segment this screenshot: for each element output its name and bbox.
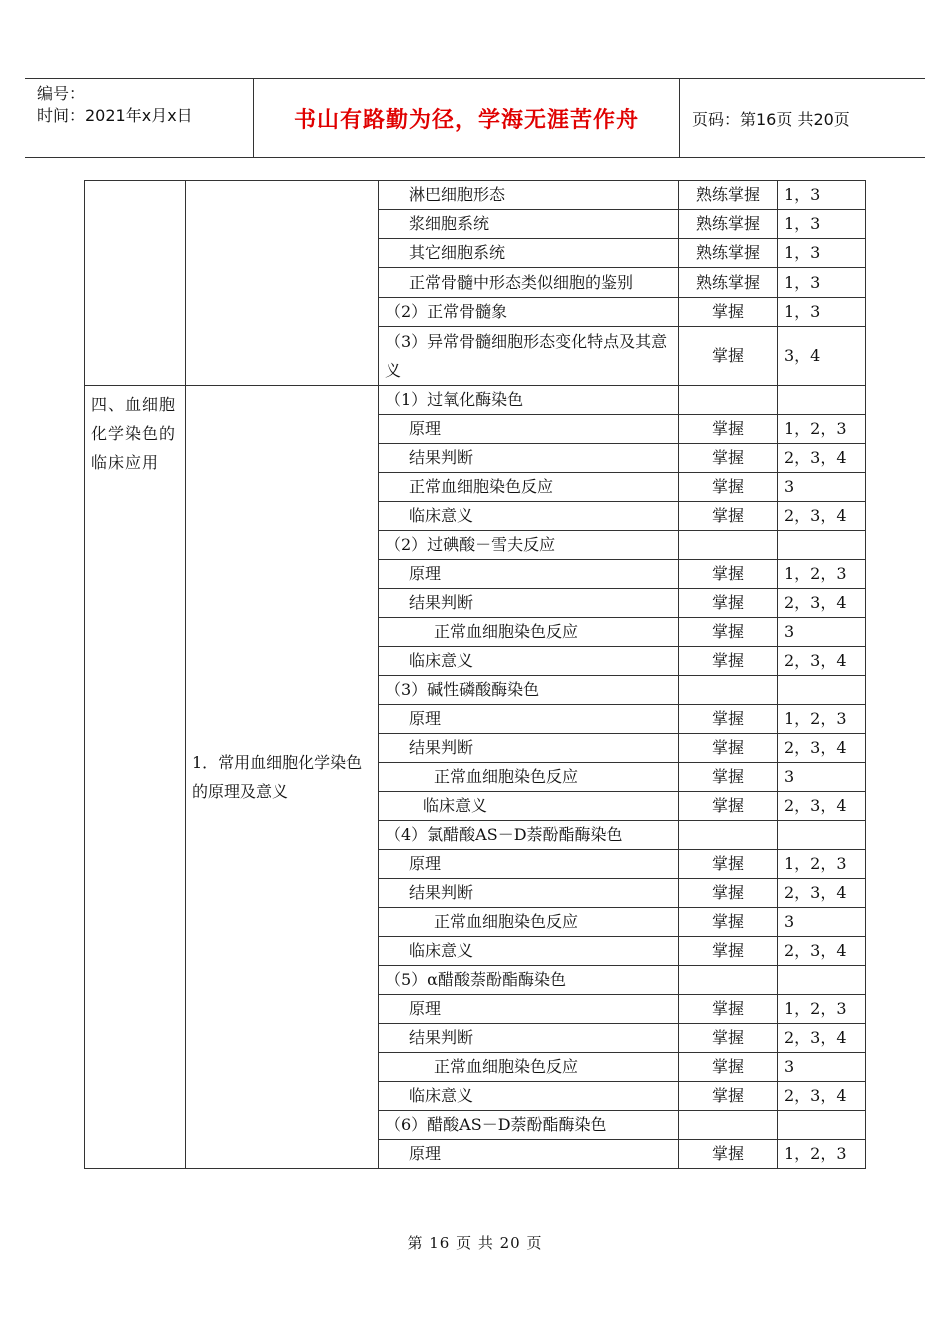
topic-cell-empty <box>186 181 379 386</box>
ref-cell <box>778 821 866 850</box>
content-cell: 淋巴细胞形态 <box>379 181 679 210</box>
ref-cell: 3 <box>778 908 866 937</box>
content-cell: 原理 <box>379 1140 679 1169</box>
ref-cell: 1，3 <box>778 210 866 239</box>
header-motto: 书山有路勤为径，学海无涯苦作舟 <box>254 79 680 157</box>
level-cell: 掌握 <box>679 763 778 792</box>
table-row <box>85 181 866 210</box>
content-cell: 正常骨髓中形态类似细胞的鉴别 <box>379 268 679 298</box>
level-cell: 掌握 <box>679 850 778 879</box>
level-cell: 掌握 <box>679 995 778 1024</box>
content-cell: （6）醋酸AS－D萘酚酯酶染色 <box>379 1111 679 1140</box>
level-cell: 掌握 <box>679 705 778 734</box>
content-cell: （3）碱性磷酸酶染色 <box>379 676 679 705</box>
level-cell <box>679 966 778 995</box>
ref-cell: 3 <box>778 1053 866 1082</box>
ref-cell: 3 <box>778 763 866 792</box>
ref-cell: 2，3，4 <box>778 1024 866 1053</box>
level-cell: 掌握 <box>679 473 778 502</box>
content-cell: 正常血细胞染色反应 <box>379 618 679 647</box>
level-cell: 掌握 <box>679 298 778 327</box>
ref-cell: 2，3，4 <box>778 502 866 531</box>
level-cell: 掌握 <box>679 502 778 531</box>
content-cell: （3）异常骨髓细胞形态变化特点及其意义 <box>379 327 679 386</box>
level-cell: 熟练掌握 <box>679 181 778 210</box>
level-cell: 熟练掌握 <box>679 239 778 268</box>
content-cell: 正常血细胞染色反应 <box>379 1053 679 1082</box>
content-cell: 原理 <box>379 560 679 589</box>
content-cell: 结果判断 <box>379 734 679 763</box>
content-cell: 临床意义 <box>379 1082 679 1111</box>
level-cell: 掌握 <box>679 734 778 763</box>
topic-cell: 1．常用血细胞化学染色的原理及意义 <box>186 386 379 1169</box>
level-cell: 掌握 <box>679 647 778 676</box>
level-cell <box>679 676 778 705</box>
ref-cell: 2，3，4 <box>778 1082 866 1111</box>
ref-cell: 1，3 <box>778 298 866 327</box>
ref-cell: 1，2，3 <box>778 850 866 879</box>
number-label: 编号： <box>37 84 86 103</box>
content-cell: 其它细胞系统 <box>379 239 679 268</box>
content-cell: 结果判断 <box>379 879 679 908</box>
ref-cell: 2，3，4 <box>778 647 866 676</box>
ref-cell <box>778 966 866 995</box>
level-cell: 掌握 <box>679 560 778 589</box>
ref-cell: 1，3 <box>778 181 866 210</box>
ref-cell: 2，3，4 <box>778 444 866 473</box>
level-cell <box>679 531 778 560</box>
ref-cell: 1，2，3 <box>778 1140 866 1169</box>
content-cell: 临床意义 <box>379 792 679 821</box>
header-meta <box>25 79 254 157</box>
level-cell <box>679 1111 778 1140</box>
level-cell: 掌握 <box>679 879 778 908</box>
content-cell: 原理 <box>379 850 679 879</box>
ref-cell <box>778 1111 866 1140</box>
ref-cell: 1，2，3 <box>778 415 866 444</box>
content-cell: 正常血细胞染色反应 <box>379 473 679 502</box>
content-cell: 结果判断 <box>379 589 679 618</box>
header-page-label: 页码：第16页 共20页 <box>692 109 850 129</box>
content-cell: 原理 <box>379 995 679 1024</box>
ref-cell: 3，4 <box>778 327 866 386</box>
level-cell: 掌握 <box>679 618 778 647</box>
content-cell: 临床意义 <box>379 647 679 676</box>
page-footer: 第 16 页 共 20 页 <box>407 1234 543 1252</box>
content-cell: 原理 <box>379 705 679 734</box>
ref-cell <box>778 531 866 560</box>
content-cell: 浆细胞系统 <box>379 210 679 239</box>
ref-cell: 1，2，3 <box>778 560 866 589</box>
level-cell: 掌握 <box>679 444 778 473</box>
ref-cell: 2，3，4 <box>778 734 866 763</box>
ref-cell: 2，3，4 <box>778 879 866 908</box>
level-cell: 掌握 <box>679 1024 778 1053</box>
level-cell: 掌握 <box>679 1053 778 1082</box>
level-cell: 熟练掌握 <box>679 268 778 298</box>
ref-cell: 1，3 <box>778 239 866 268</box>
content-cell: 正常血细胞染色反应 <box>379 763 679 792</box>
level-cell: 熟练掌握 <box>679 210 778 239</box>
ref-cell <box>778 676 866 705</box>
level-cell: 掌握 <box>679 792 778 821</box>
content-cell: （2）正常骨髓象 <box>379 298 679 327</box>
ref-cell: 1，2，3 <box>778 705 866 734</box>
ref-cell: 2，3，4 <box>778 589 866 618</box>
ref-cell: 1，2，3 <box>778 995 866 1024</box>
level-cell: 掌握 <box>679 908 778 937</box>
level-cell: 掌握 <box>679 327 778 386</box>
level-cell: 掌握 <box>679 1082 778 1111</box>
content-cell: 正常血细胞染色反应 <box>379 908 679 937</box>
level-cell: 掌握 <box>679 937 778 966</box>
content-cell: 临床意义 <box>379 937 679 966</box>
ref-cell: 2，3，4 <box>778 937 866 966</box>
level-cell: 掌握 <box>679 589 778 618</box>
syllabus-table <box>84 180 866 1169</box>
ref-cell: 2，3，4 <box>778 792 866 821</box>
time-label: 时间：2021年x月x日 <box>37 106 193 125</box>
content-cell: 结果判断 <box>379 1024 679 1053</box>
content-cell: （1）过氧化酶染色 <box>379 386 679 415</box>
content-cell: 结果判断 <box>379 444 679 473</box>
ref-cell: 3 <box>778 618 866 647</box>
ref-cell: 3 <box>778 473 866 502</box>
ref-cell <box>778 386 866 415</box>
section-cell-empty <box>85 181 186 386</box>
level-cell <box>679 821 778 850</box>
content-cell: 原理 <box>379 415 679 444</box>
ref-cell: 1，3 <box>778 268 866 298</box>
table-row <box>85 386 866 415</box>
level-cell: 掌握 <box>679 415 778 444</box>
content-cell: 临床意义 <box>379 502 679 531</box>
content-cell: （5）α醋酸萘酚酯酶染色 <box>379 966 679 995</box>
level-cell: 掌握 <box>679 1140 778 1169</box>
content-cell: （2）过碘酸－雪夫反应 <box>379 531 679 560</box>
content-cell: （4）氯醋酸AS－D萘酚酯酶染色 <box>379 821 679 850</box>
level-cell <box>679 386 778 415</box>
document-header <box>25 78 925 158</box>
section-title-cell: 四、血细胞化学染色的临床应用 <box>85 386 186 1169</box>
